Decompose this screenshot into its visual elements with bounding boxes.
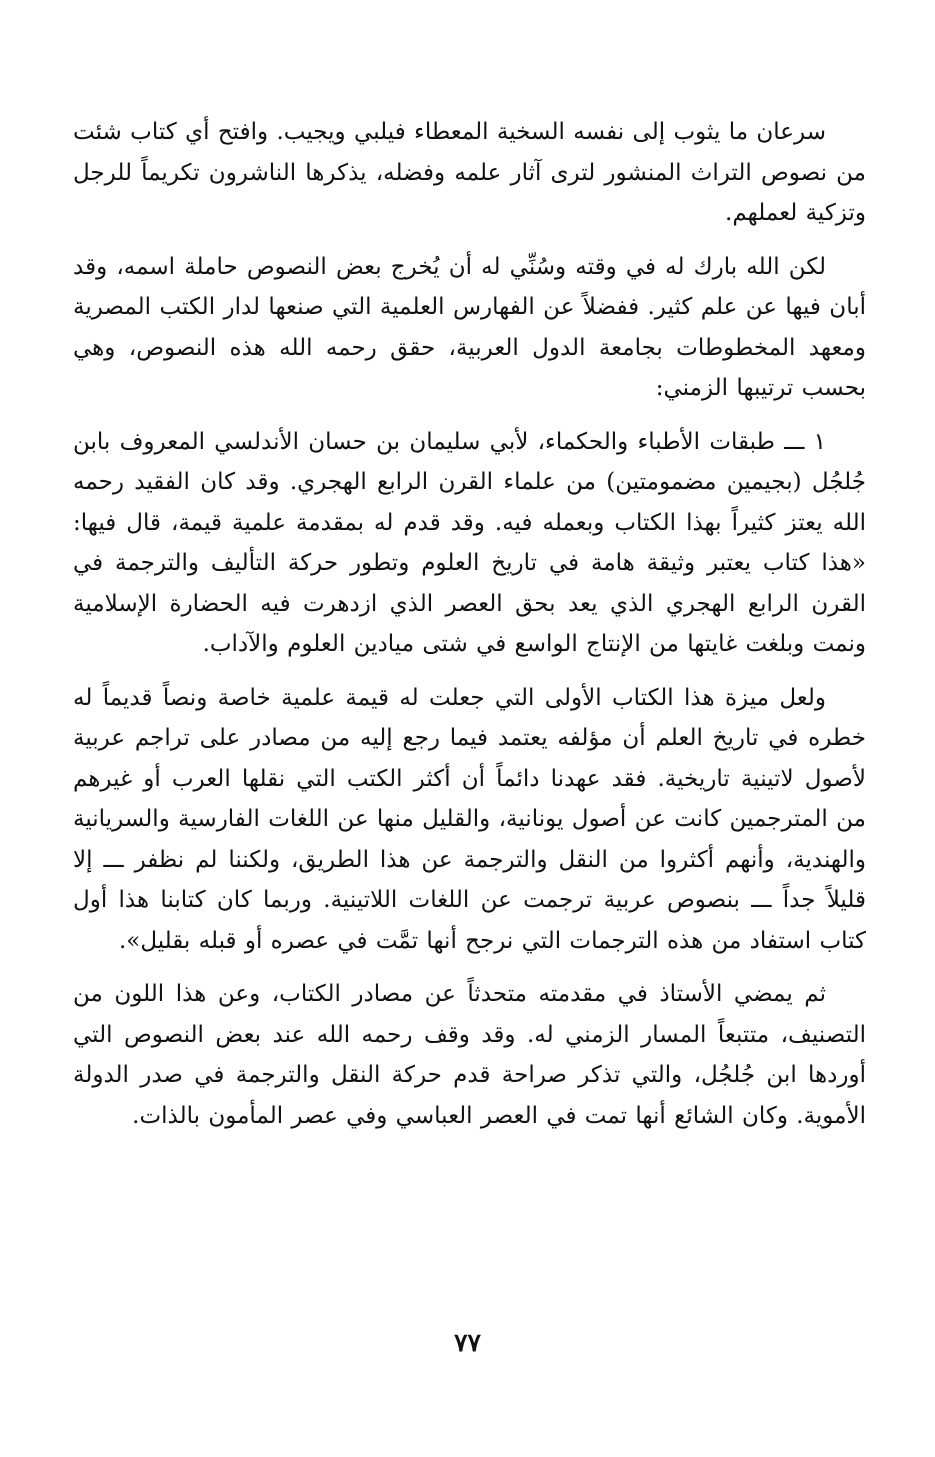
paragraph-5: ثم يمضي الأستاذ في مقدمته متحدثاً عن مصادر الكتاب، وعن هذا اللون من التصنيف، متتبعاً المسار الزمني له. وقد وقف رحمه الله عند بعض النصوص التي أوردها ابن جُلجُل، والتي تذكر صراحة قدم حركة النقل والترجمة في صدر الدولة الأموية. وكان الشائع أنها تمت في العصر العباسي وفي عصر المأمون بالذات.: [73, 981, 866, 1129]
paragraph-2: لكن الله بارك له في وقته وسُنِّي له أن يُخرج بعض النصوص حاملة اسمه، وقد أبان فيها عن علم كثير. ففضلاً عن الفهارس العلمية التي صنعها لدار الكتب المصرية ومعهد المخطوطات بجامعة الدول العربية، حقق رحمه الله هذه النصوص، وهي بحسب ترتيبها الزمني:: [73, 253, 866, 401]
page-number: ٧٧: [454, 1328, 481, 1357]
paragraph-4: ولعل ميزة هذا الكتاب الأولى التي جعلت له قيمة علمية خاصة ونصاً قديماً له خطره في تاريخ العلم أن مؤلفه يعتمد فيما رجع إليه من مصادر على تراجم عربية لأصول لاتينية تاريخية. فقد عهدنا دائماً أن أكثر الكتب التي نقلها العرب أو غيرهم من المترجمين كانت عن أصول يونانية، والقليل منها عن اللغات الفارسية والسريانية والهندية، وأنهم أكثروا من النقل والترجمة عن هذا الطريق، ولكننا لم نظفر ـــ إلا قليلاً جداً ـــ بنصوص عربية ترجمت عن اللغات اللاتينية. وربما كان كتابنا هذا أول كتاب استفاد من هذه الترجمات التي نرجح أنها تمَّت في عصره أو قبله بقليل».: [73, 684, 866, 954]
body-text: [73, 112, 866, 1149]
paragraph-1: سرعان ما يثوب إلى نفسه السخية المعطاء فيلبي ويجيب. وافتح أي كتاب شئت من نصوص التراث المنشور لترى آثار علمه وفضله، يذكرها الناشرون تكريماً للرجل وتزكية لعملهم.: [73, 119, 866, 226]
paragraph-3: ١ ـــ طبقات الأطباء والحكماء، لأبي سليمان بن حسان الأندلسي المعروف بابن جُلجُل (بجيمين مضمومتين) من علماء القرن الرابع الهجري. وقد كان الفقيد رحمه الله يعتز كثيراً بهذا الكتاب وبعمله فيه. وقد قدم له بمقدمة علمية قيمة، قال فيها: «هذا كتاب يعتبر وثيقة هامة في تاريخ العلوم وتطور حركة التأليف والترجمة في القرن الرابع الهجري الذي يعد بحق العصر الذي ازدهرت فيه الحضارة الإسلامية ونمت وبلغت غايتها من الإنتاج الواسع في شتى ميادين العلوم والآداب.: [73, 428, 867, 657]
